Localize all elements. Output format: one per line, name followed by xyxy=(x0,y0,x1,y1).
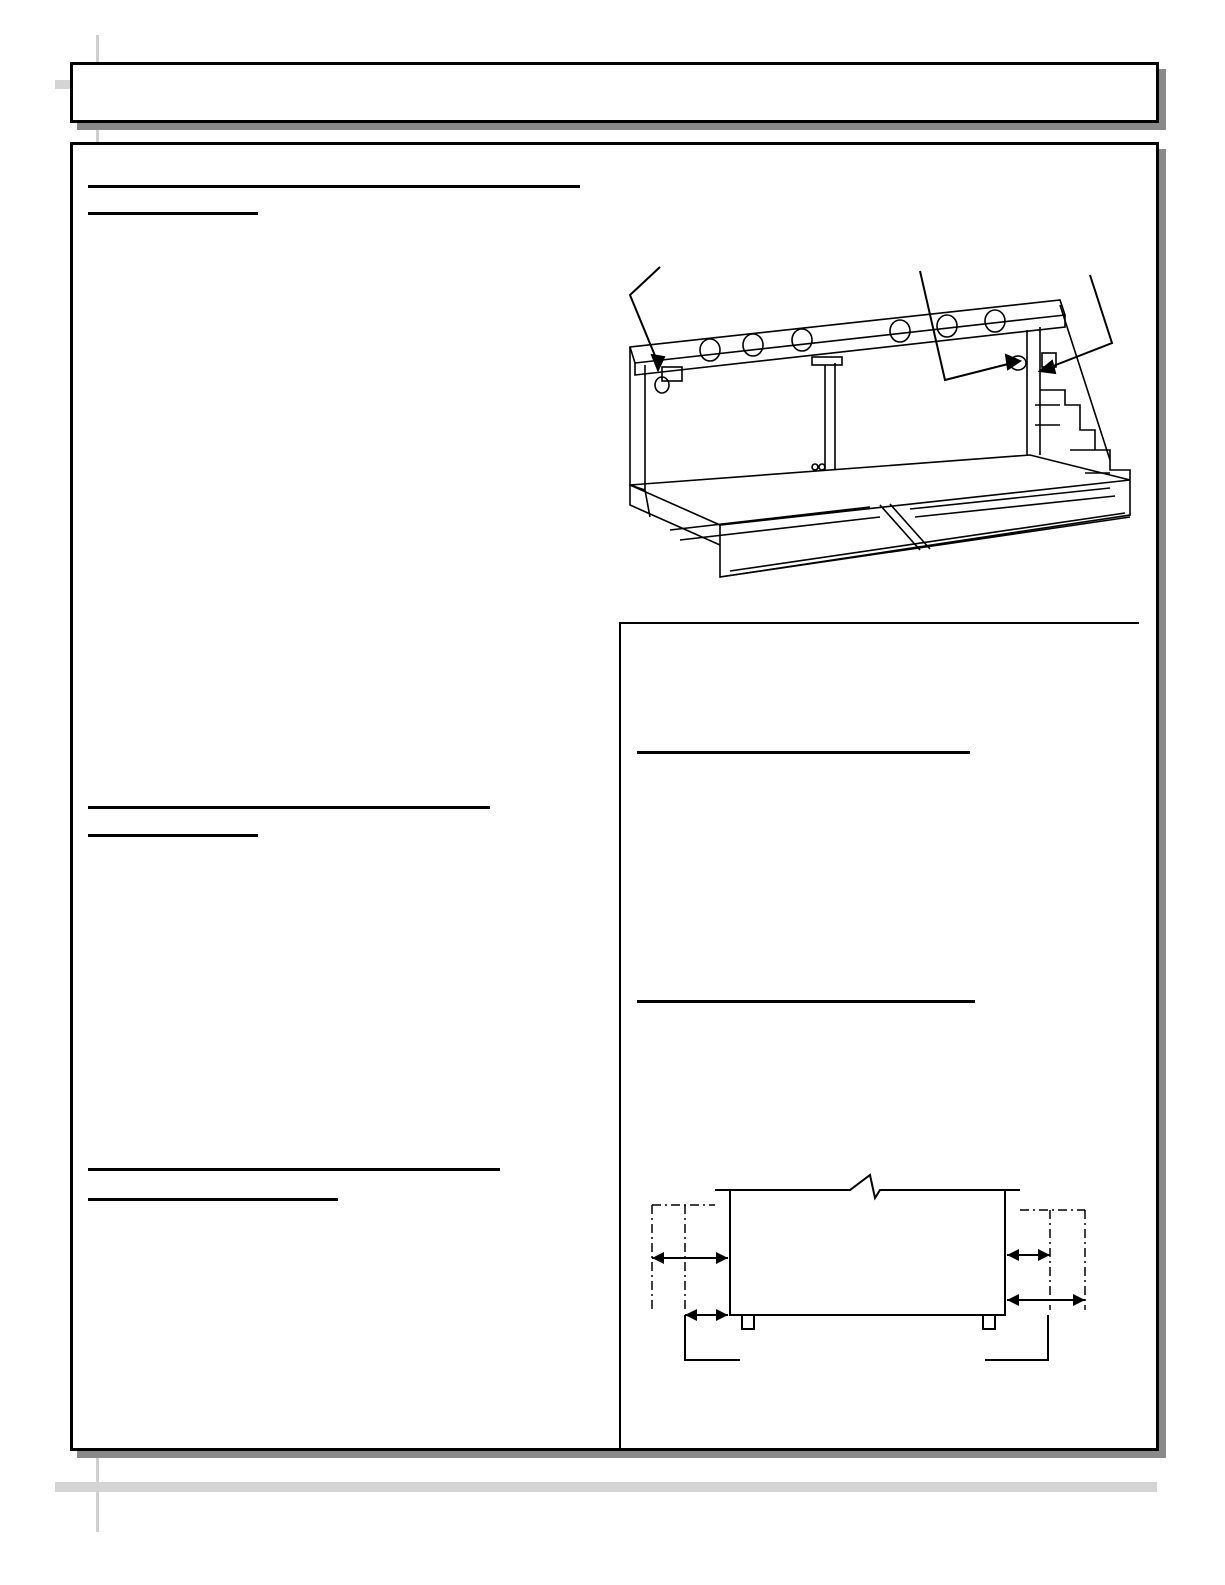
section-1-heading-line xyxy=(88,185,580,188)
cabinet-frame-illustration xyxy=(590,255,1150,595)
section-3-heading-underline xyxy=(88,1198,338,1201)
right-section-1-heading-line xyxy=(637,751,970,754)
section-2-heading-line xyxy=(88,806,490,809)
section-2-heading-underline xyxy=(88,834,258,837)
right-column-divider xyxy=(619,622,621,1448)
footer-bar xyxy=(55,1482,1157,1492)
right-section-2-heading-line xyxy=(637,1000,975,1003)
clearance-diagram xyxy=(640,1170,1100,1370)
header-box xyxy=(70,62,1159,123)
section-1-heading-underline xyxy=(88,212,258,215)
section-3-heading-line xyxy=(88,1168,500,1171)
right-column-top-rule xyxy=(619,622,1139,624)
